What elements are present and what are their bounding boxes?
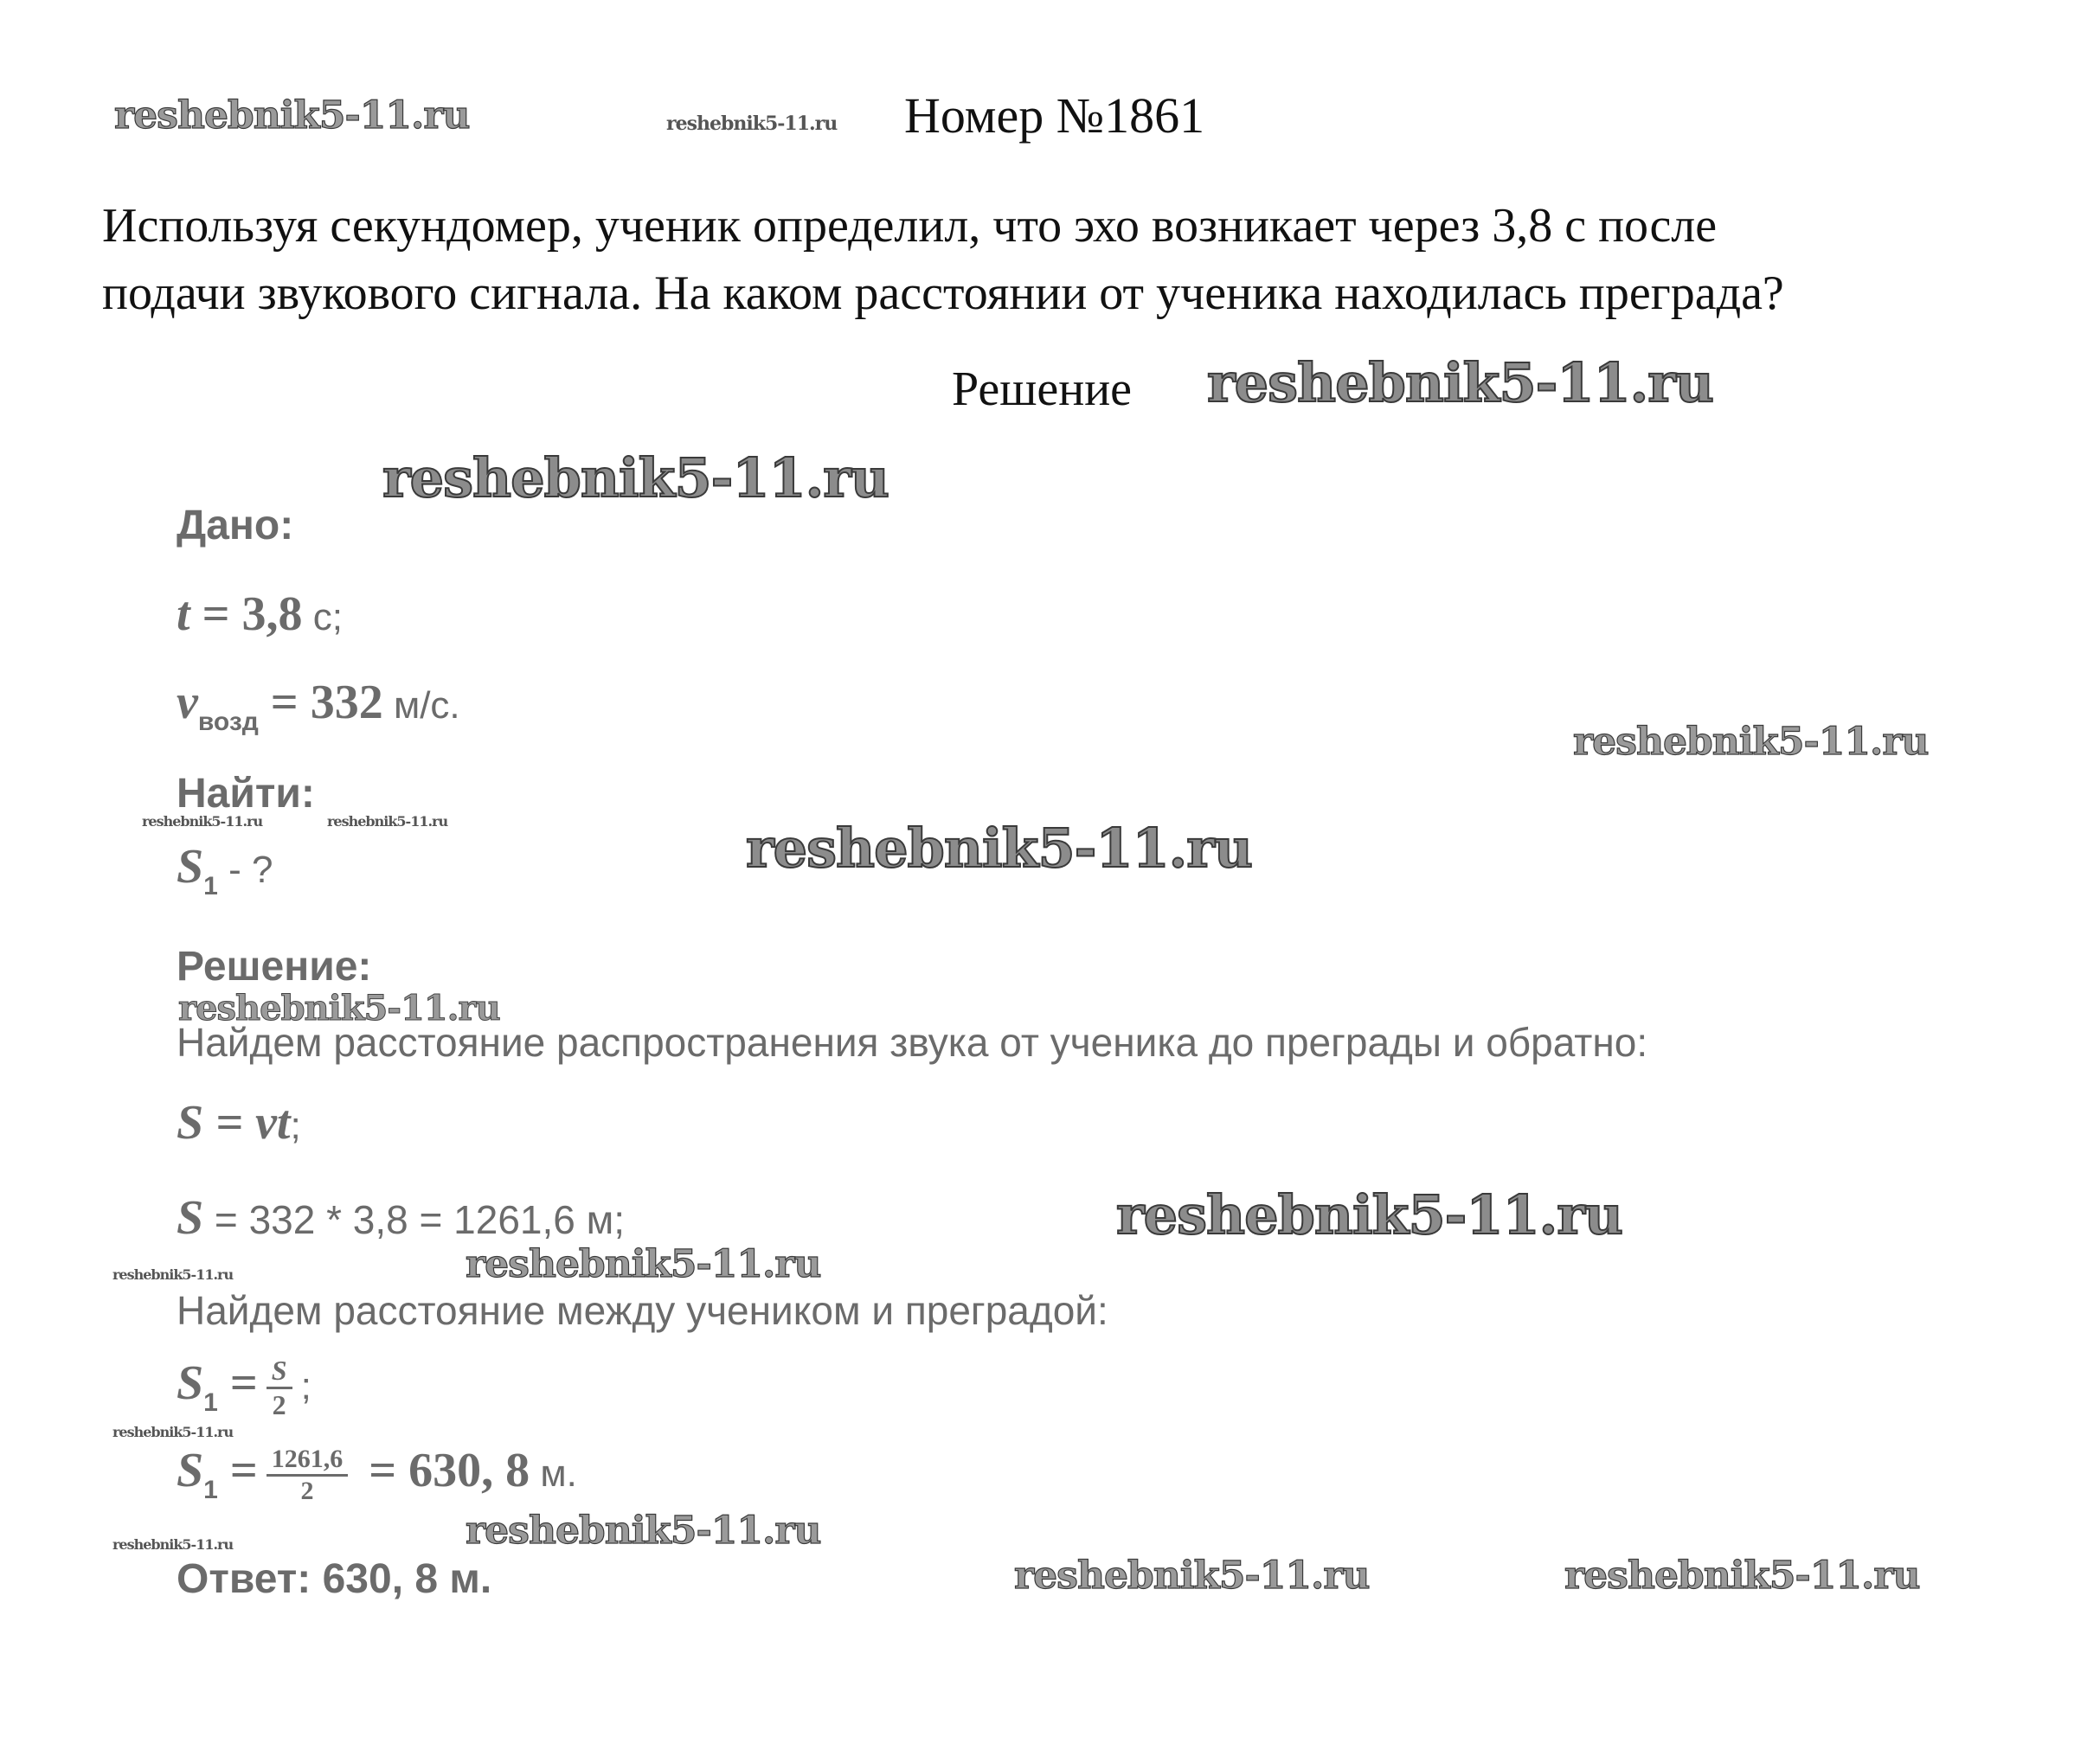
formula-expression: = vt (203, 1096, 291, 1150)
formula-computation: = 332 * 3,8 = 1261,6 м; (203, 1197, 626, 1242)
watermark: reshebnik5-11.ru (382, 446, 889, 509)
formula-subscript: 1 (203, 1388, 218, 1418)
watermark: reshebnik5-11.ru (1116, 1183, 1622, 1247)
formula-result (177, 1443, 577, 1506)
formula-end: ; (300, 1365, 311, 1408)
fraction (267, 1355, 292, 1421)
watermark: reshebnik5-11.ru (1573, 720, 1929, 764)
watermark: reshebnik5-11.ru (746, 817, 1252, 880)
answer: Ответ: 630, 8 м. (177, 1556, 492, 1602)
time-unit: с; (302, 596, 343, 638)
watermark: reshebnik5-11.ru (466, 1242, 821, 1286)
speed-subscript: возд (197, 708, 259, 736)
formula-variable: S (177, 1191, 204, 1245)
time-value: = 3,8 (189, 587, 303, 641)
step2-text: Найдем расстояние между учеником и преградой: (177, 1288, 1108, 1333)
watermark: reshebnik5-11.ru (1564, 1554, 1920, 1598)
watermark: reshebnik5-11.ru (327, 813, 448, 830)
solution-heading: Решение (952, 362, 1133, 416)
watermark: reshebnik5-11.ru (112, 1536, 234, 1553)
watermark: reshebnik5-11.ru (142, 813, 263, 830)
problem-number-title: Номер №1861 (904, 87, 1205, 144)
distance-subscript: 1 (203, 872, 218, 900)
time-variable: t (177, 587, 190, 641)
fraction-numerator: S (267, 1355, 292, 1389)
formula-subscript: 1 (203, 1476, 218, 1504)
speed-unit: м/с. (382, 684, 460, 727)
formula-result-value: = 630, 8 (356, 1444, 530, 1497)
watermark: reshebnik5-11.ru (1207, 351, 1713, 414)
solution-label: Решение: (177, 944, 372, 990)
given-label: Дано: (177, 503, 294, 548)
formula-result-unit: м. (530, 1452, 577, 1495)
watermark: reshebnik5-11.ru (114, 93, 470, 138)
speed-variable: v (177, 676, 198, 729)
watermark: reshebnik5-11.ru (178, 988, 500, 1029)
formula-distance-general (177, 1095, 301, 1150)
formula-distance-computed (177, 1190, 625, 1246)
given-time (177, 586, 343, 642)
given-speed (177, 675, 460, 736)
step1-text: Найдем расстояние распространения звука от ученика до преграды и обратно: (177, 1020, 1648, 1065)
fraction-denominator: 2 (272, 1389, 286, 1420)
unknown-mark: - ? (217, 849, 273, 891)
watermark: reshebnik5-11.ru (466, 1509, 821, 1553)
watermark: reshebnik5-11.ru (666, 112, 838, 135)
formula-equals: = (217, 1356, 258, 1411)
formula-half-distance (177, 1355, 311, 1421)
fraction-numerator: 1261,6 (267, 1445, 349, 1477)
formula-equals: = (217, 1444, 258, 1497)
formula-variable: S (177, 1096, 204, 1150)
find-label: Найти: (177, 771, 315, 817)
fraction-denominator: 2 (300, 1476, 314, 1505)
watermark: reshebnik5-11.ru (112, 1266, 234, 1283)
fraction (267, 1445, 349, 1506)
distance-variable: S (177, 840, 204, 894)
watermark: reshebnik5-11.ru (1014, 1554, 1370, 1598)
find-unknown (177, 839, 273, 900)
problem-statement (102, 192, 2040, 327)
formula-variable: S (177, 1356, 204, 1411)
formula-variable: S (177, 1444, 204, 1497)
watermark: reshebnik5-11.ru (112, 1424, 234, 1440)
formula-end: ; (290, 1105, 301, 1147)
problem-line: Используя секундомер, ученик определил, что эхо возникает через 3,8 с после (102, 199, 1718, 253)
problem-line: подачи звукового сигнала. На каком расстоянии от ученика находилась преграда? (102, 266, 1784, 320)
speed-value: = 332 (258, 676, 383, 729)
